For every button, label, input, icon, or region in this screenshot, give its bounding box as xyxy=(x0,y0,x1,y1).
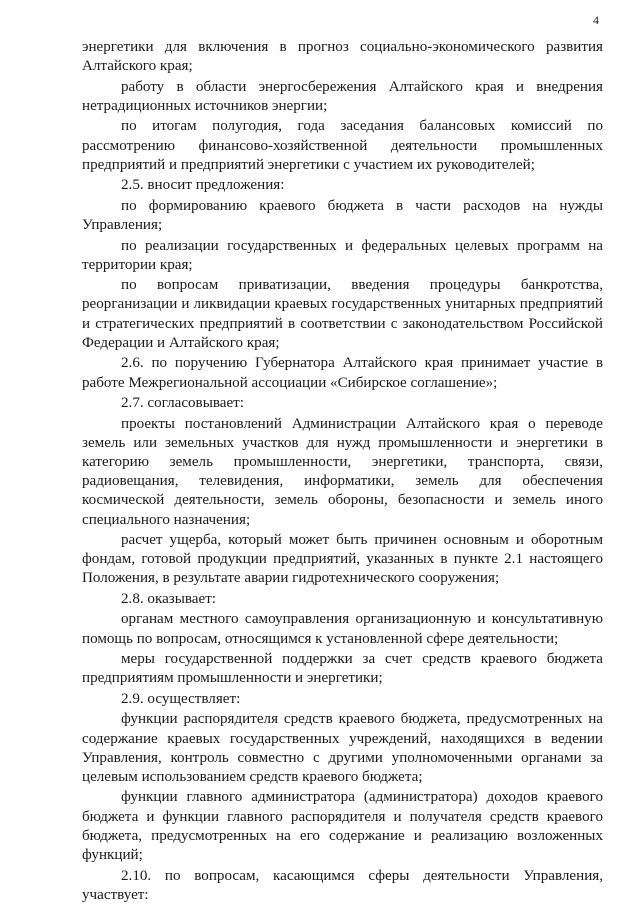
paragraph: 2.7. согласовывает: xyxy=(121,395,244,412)
paragraph: 2.10. по вопросам, касающимся сферы деятельности Управления, участвует: xyxy=(82,867,603,903)
paragraph: по вопросам приватизации, введения процедуры банкротства, реорганизации и ликвидации краевых государственных унитарных предприятий и стратегических предприятий в соответствии с законодательством Российской Федерации и Алтайского края; xyxy=(82,277,603,351)
paragraph: 2.5. вносит предложения: xyxy=(121,177,285,194)
paragraph: работу в области энергосбережения Алтайского края и внедрения нетрадиционных источников энергии; xyxy=(82,78,603,114)
paragraph: 2.6. по поручению Губернатора Алтайского края принимает участие в работе Межрегиональной ассоциации «Сибирское соглашение»; xyxy=(82,355,603,391)
paragraph: 2.8. оказывает: xyxy=(121,590,216,607)
paragraph: энергетики для включения в прогноз социально-экономического развития Алтайского края; xyxy=(82,39,603,75)
paragraph: меры государственной поддержки за счет средств краевого бюджета предприятиям промышленности и энергетики; xyxy=(82,651,603,687)
paragraph: 2.9. осуществляет: xyxy=(121,690,241,707)
paragraph: по формированию краевого бюджета в части расходов на нужды Управления; xyxy=(82,197,603,234)
page-number: 4 xyxy=(593,13,599,27)
paragraph: по итогам полугодия, года заседания балансовых комиссий по рассмотрению финансово-хозяйственной деятельности промышленных предприятий и предприятий энергетики с участием их руководителей; xyxy=(82,118,603,173)
paragraph: проекты постановлений Администрации Алтайского края о переводе земель или земельных участков для нужд промышленности и энергетики в категорию земель промышленности, энергетики, транспорта, связи, радиовещания, телевидения, информатики, земель для обеспечения космической деятельности, земель обороны, безопасности и земель иного специального назначения; xyxy=(82,415,603,528)
paragraph: по реализации государственных и федеральных целевых программ на территории края; xyxy=(82,237,603,273)
document-body xyxy=(82,38,603,905)
paragraph: функции распорядителя средств краевого бюджета, предусмотренных на содержание краевых государственных учреждений, находящихся в ведении Управления, контроль совместно с другими уполномоченными органами за целевым использованием средств краевого бюджета; xyxy=(82,711,603,785)
paragraph: функции главного администратора (администратора) доходов краевого бюджета и функции главного распорядителя и получателя средств краевого бюджета, предусмотренных на его содержание и реализацию возложенных функций; xyxy=(82,789,603,864)
paragraph: органам местного самоуправления организационную и консультативную помощь по вопросам, относящимся к установленной сфере деятельности; xyxy=(82,611,603,647)
paragraph: расчет ущерба, который может быть причинен основным и оборотным фондам, готовой продукции предприятий, указанных в пункте 2.1 настоящего Положения, в результате аварии гидротехнического сооружения; xyxy=(82,532,603,587)
